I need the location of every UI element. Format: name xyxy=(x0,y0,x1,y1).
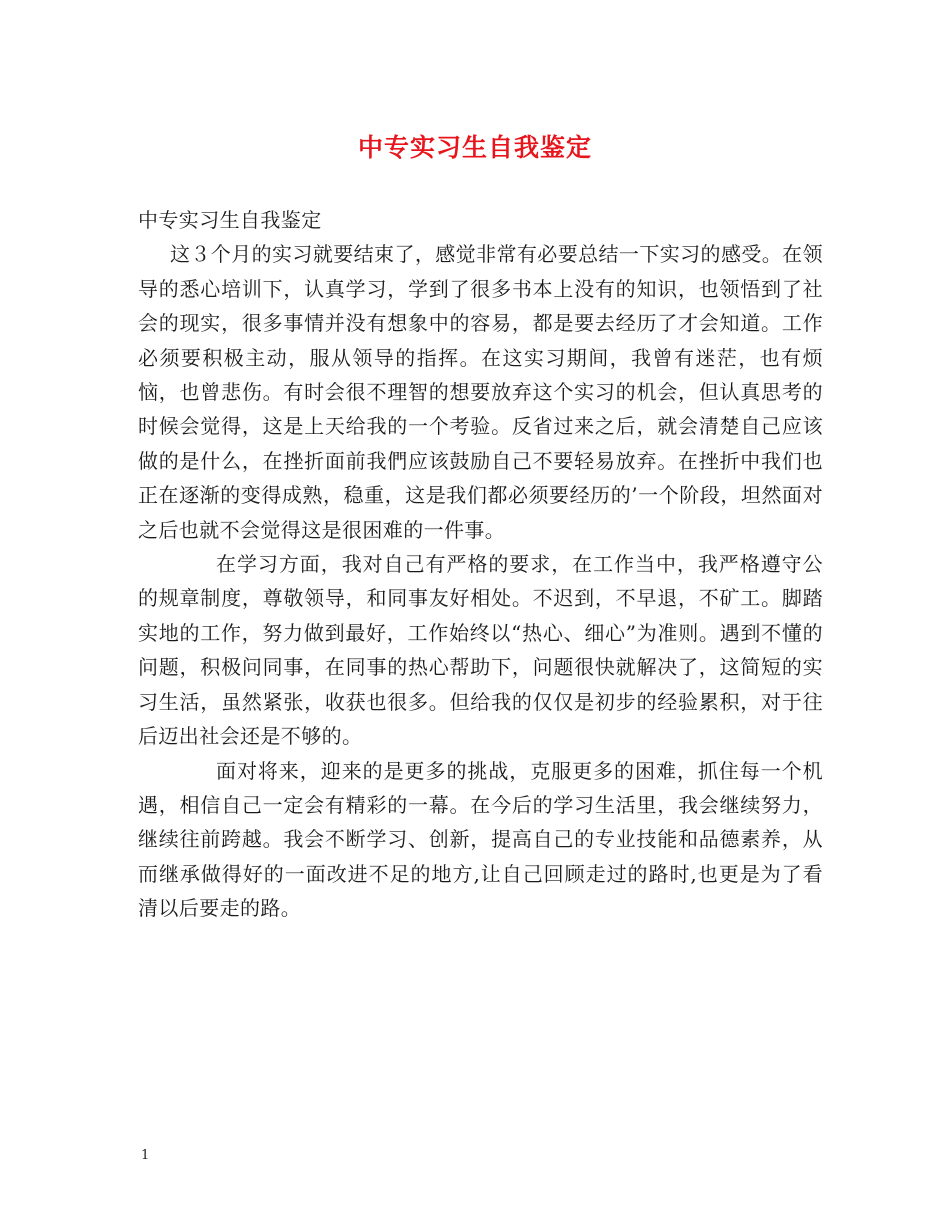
document-subtitle: 中专实习生自我鉴定 xyxy=(138,208,322,232)
paragraph-1: 这３个月的实习就要结束了，感觉非常有必要总结一下实习的感受。在领导的悉心培训下，认真学习，学到了很多书本上没有的知识，也领悟到了社会的现实，很多事情并没有想象中的容易，都是要去经历了才会知道。工作必须要积极主动，服从领导的指挥。在这实习期间，我曾有迷茫，也有烦恼，也曾悲伤。有时会很不理智的想要放弃这个实习的机会，但认真思考的时候会觉得，这是上天给我的一个考验。反省过来之后，就会清楚自己应该做的是什么，在挫折面前我們应该鼓励自己不要轻易放弃。在挫折中我们也正在逐渐的变得成熟，稳重，这是我们都必须要经历的’一个阶段，坦然面对之后也就不会觉得这是很困难的一件事。 xyxy=(138,242,823,542)
document-body xyxy=(138,203,823,926)
document-title: 中专实习生自我鉴定 xyxy=(357,133,592,162)
paragraph-2: 在学习方面，我对自己有严格的要求，在工作当中，我严格遵守公的规章制度，尊敬领导，和同事友好相处。不迟到，不早退，不矿工。脚踏实地的工作，努力做到最好，工作始终以“热心、细心”为准则。遇到不懂的问题，积极问同事，在同事的热心帮助下，问题很快就解决了，这简短的实习生活，虽然紧张，收获也很多。但给我的仅仅是初步的经验累积，对于往后迈出社会还是不够的。 xyxy=(138,552,823,749)
page-number: 1 xyxy=(141,1148,150,1163)
paragraph-3: 面对将来，迎来的是更多的挑战，克服更多的困难，抓住每一个机遇，相信自己一定会有精彩的一幕。在今后的学习生活里，我会继续努力，继续往前跨越。我会不断学习、创新，提高自己的专业技能和品德素养，从而继承做得好的一面改进不足的地方,让自己回顾走过的路时,也更是为了看清以后要走的路。 xyxy=(138,758,823,921)
